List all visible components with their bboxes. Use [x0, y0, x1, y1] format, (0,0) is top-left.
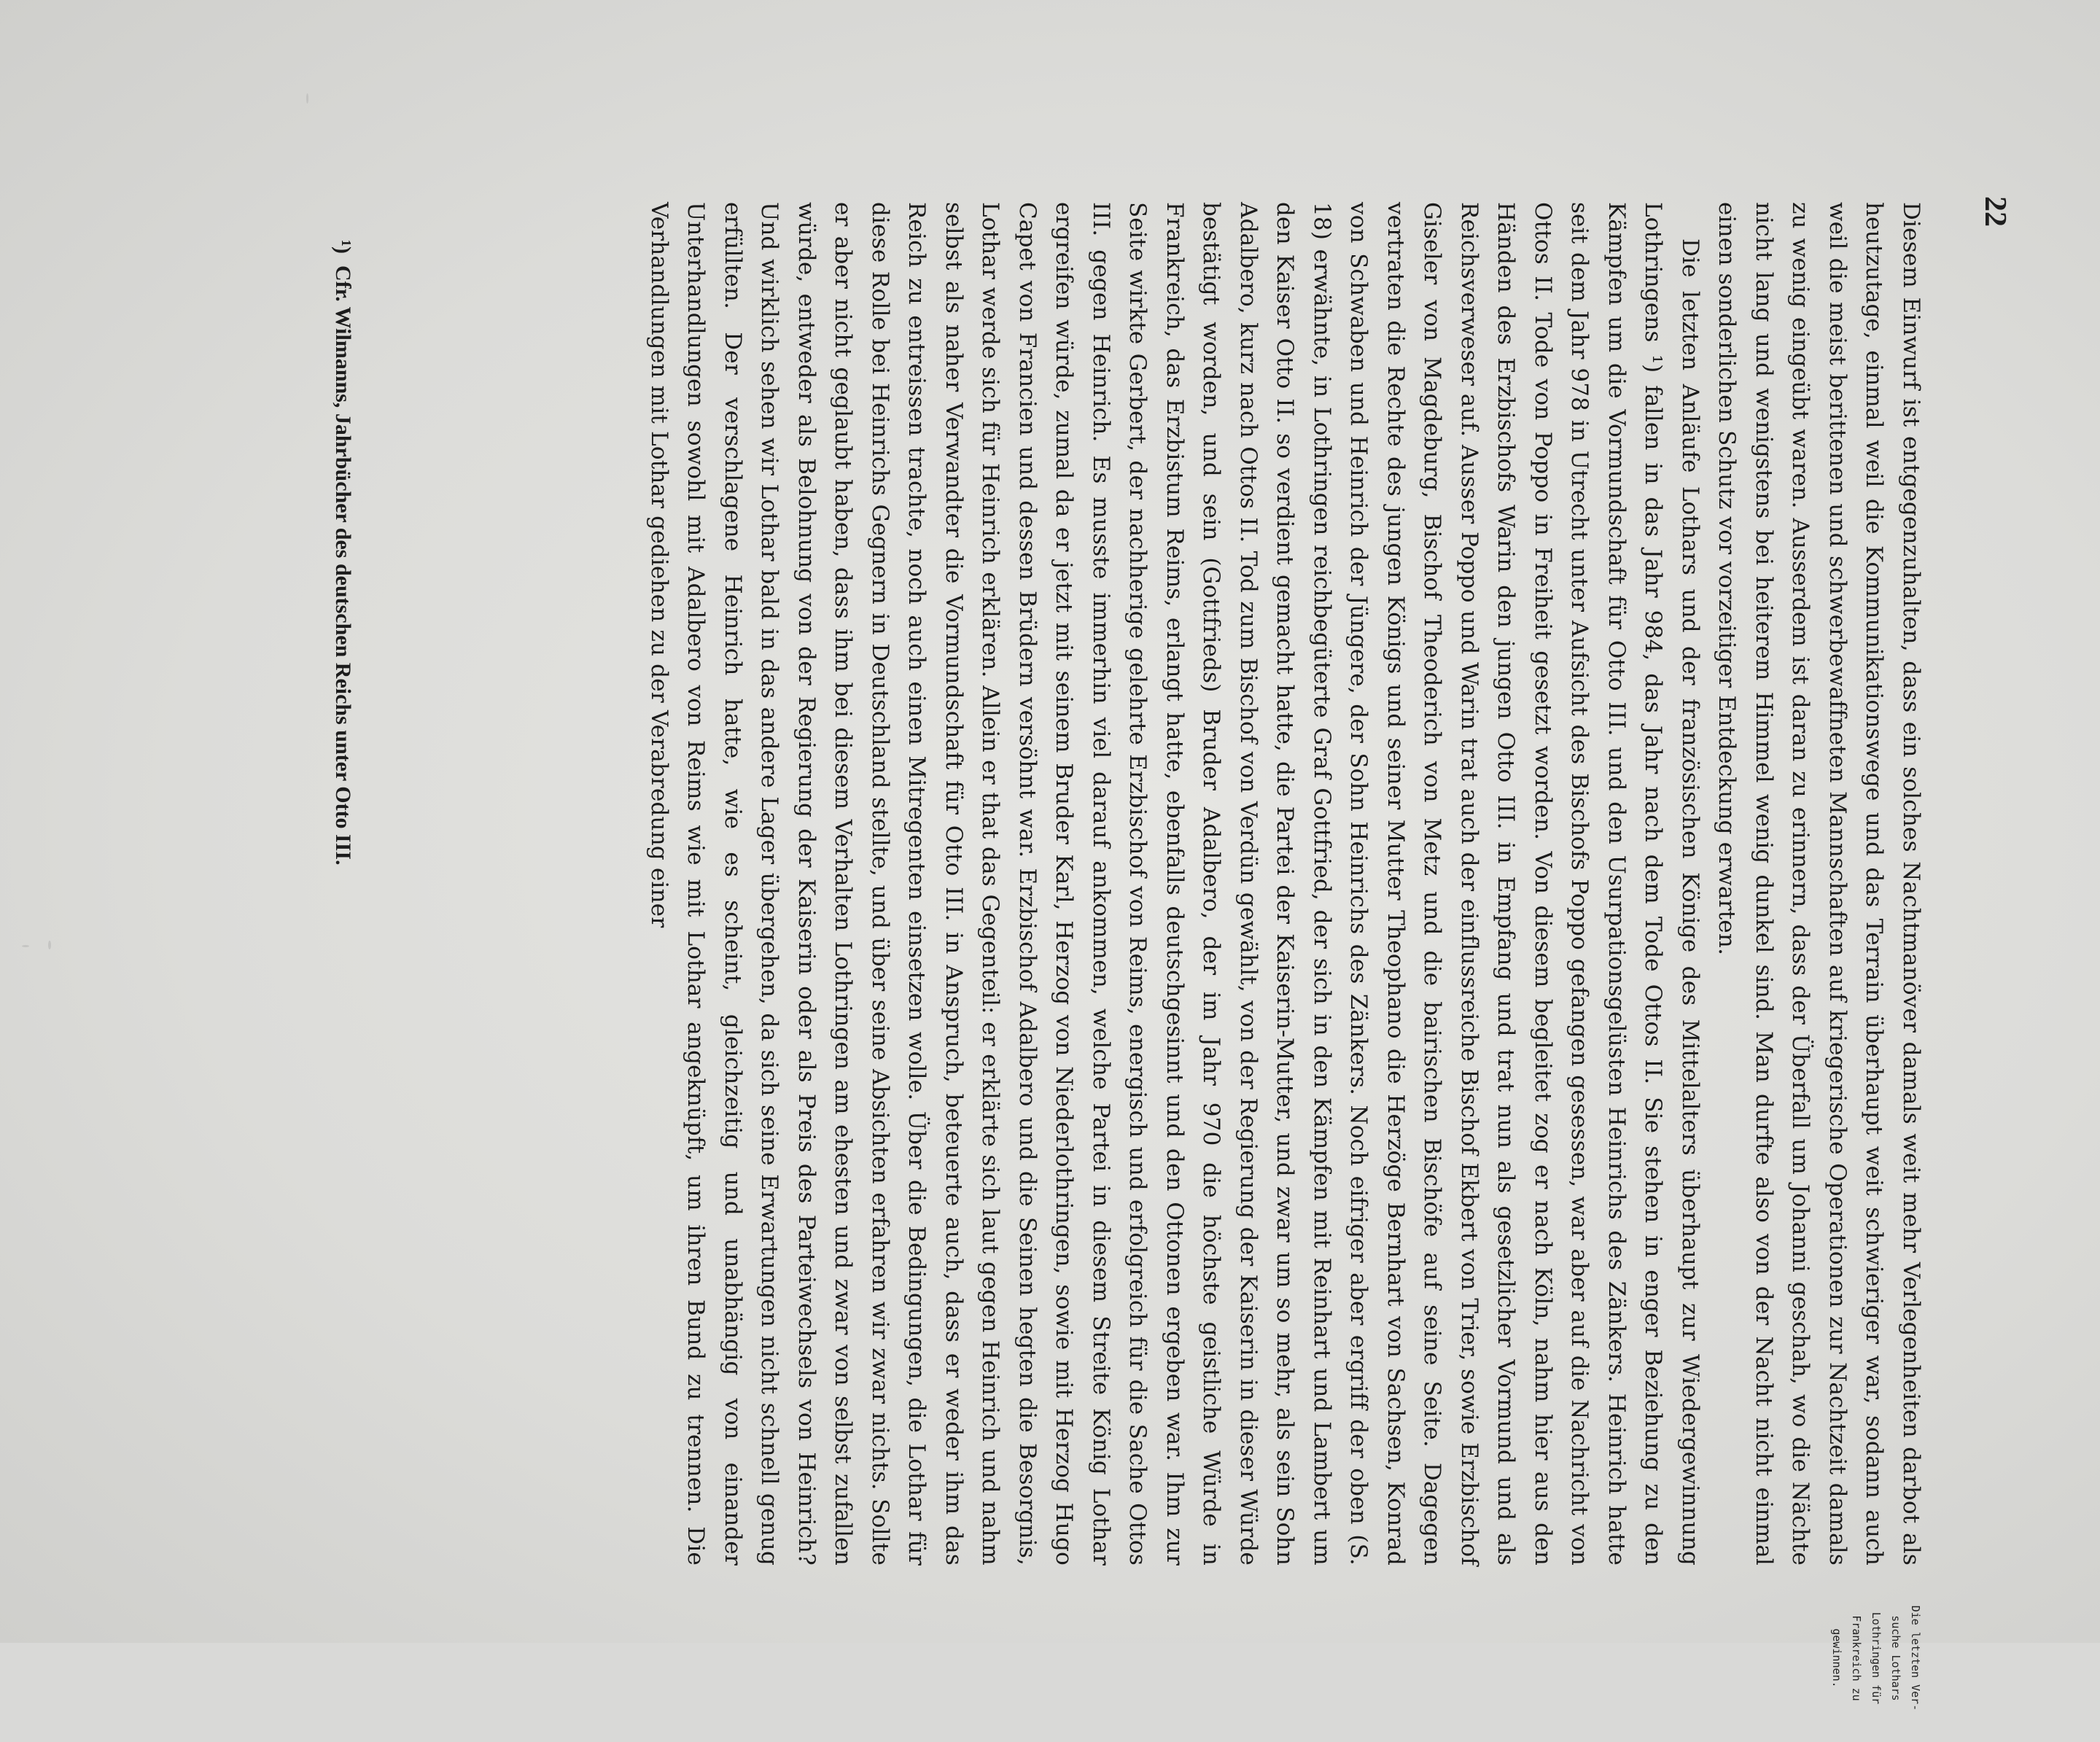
scan-dust-mark: [306, 93, 308, 104]
paragraph-2: Die letzten Anläufe Lothars und der französischen Könige des Mittelalters überhaupt zur Wiedergewinnung Lothringens ¹) fallen in das Jahr 984, das Jahr nach dem Tode Ottos II. Sie stehen in enger Beziehung zu den Kämpfen um die Vormundschaft für Otto III. und den Usurpationsgelüsten Heinrichs des Zänkers. Heinrich hatte seit dem Jahr 978 in Utrecht unter Aufsicht des Bischofs Poppo gefangen gesessen, war aber auf die Nachricht von Ottos II. Tode von Poppo in Freiheit gesetzt worden. Von diesem begleitet zog er nach Köln, nahm hier aus den Händen des Erzbischofs Warin den jungen Otto III. in Empfang und trat nun als gesetzlicher Vormund und als Reichsverweser auf. Ausser Poppo und Warin trat auch der einflussreiche Bischof Ekbert von Trier, sowie Erzbischof Giseler von Magdeburg, Bischof Theoderich von Metz und die bairischen Bischöfe auf seine Seite. Dagegen vertraten die Rechte des jungen Königs und seiner Mutter Theophano die Herzöge Bernhart von Sachsen, Konrad von Schwaben und Heinrich der Jüngere, der Sohn Heinrichs des Zänkers. Noch eifriger aber ergriff der oben (S. 18) erwähnte, in Lothringen reichbegüterte Graf Gottfried, der sich in den Kämpfen mit Reinhart und Lambert um den Kaiser Otto II. so verdient gemacht hatte, die Partei der Kaiserin-Mutter, und zwar um so mehr, als sein Sohn Adalbero, kurz nach Ottos II. Tod zum Bischof von Verdün gewählt, von der Regierung der Kaiserin in dieser Würde bestätigt worden, und sein (Gottfrieds) Bruder Adalbero, der im Jahr 970 die höchste geistliche Würde in Frankreich, das Erzbistum Reims, erlangt hatte, ebenfalls deutschgesinnt und den Ottonen ergeben war. Ihm zur Seite wirkte Gerbert, der nachherige gelehrte Erzbischof von Reims, energisch und erfolgreich für die Sache Ottos III. gegen Heinrich. Es musste immerhin viel darauf ankommen, welche Partei in diesem Streite König Lothar ergreifen würde, zumal da er jetzt mit seinem Bruder Karl, Herzog von Niederlothringen, sowie mit Herzog Hugo Capet von Francien und dessen Brüdern versöhnt war. Erzbischof Adalbero und die Seinen hegten die Besorgnis, Lothar werde sich für Heinrich erklären. Allein er that das Gegenteil: er erklärte sich laut gegen Heinrich und nahm selbst als naher Verwandter die Vormundschaft für Otto III. in Anspruch, beteuerte auch, dass er weder ihm das Reich zu entreissen trachte, noch auch einen Mitregenten einsetzen wolle. Über die Bedingungen, die Lothar für diese Rolle bei Heinrichs Gegnern in Deutschland stellte, und über seine Absichten erfahren wir zwar nichts. Sollte er aber nicht geglaubt haben, dass ihm bei diesem Verhalten Lothringen am ehesten und zwar von selbst zufallen würde, entweder als Belohnung von der Regierung der Kaiserin oder als Preis des Parteiwechsels von Heinrich? Und wirklich sehen wir Lothar bald in das andere Lager übergehen, da sich seine Erwartungen nicht schnell genug erfüllten. Der verschlagene Heinrich hatte, wie es scheint, gleichzeitig und unabhängig von einander Unterhandlungen sowohl mit Adalbero von Reims wie mit Lothar angeknüpft, um ihren Bund zu trennen. Die Verhandlungen mit Lothar gediehen zu der Verabredung einer: [646, 202, 1703, 1566]
body-text: [641, 202, 1930, 1566]
paragraph-1: Diesem Einwurf ist entgegenzuhalten, dass ein solches Nachtmanöver damals weit mehr Verlegenheiten darbot als heutzutage, einmal weil die Kommunikationswege und das Terrain überhaupt weit schwieriger war, sodann auch weil die meist berittenen und schwerbewaffneten Mannschaften auf kriegerische Operationen zur Nachtzeit damals zu wenig eingeübt waren. Ausserdem ist daran zu erinnern, dass der Überfall um Johanni geschah, wo die Nächte nicht lang und wenigstens bei heiterem Himmel wenig dunkel sind. Man durfte also von der Nacht nicht einmal einen sonderlichen Schutz vor vorzeitiger Entdeckung erwarten.: [1714, 202, 1924, 1566]
footnote-mark: ¹): [331, 240, 355, 254]
margin-note: Die letzten Ver- suche Lothars Lothringen für Frankreich zu gewinnen.: [1830, 1605, 1922, 1711]
rotated-book-page: [58, 81, 2042, 1711]
footnote-text: Cfr. Wilmanns, Jahrbücher des deutschen Reichs unter Otto III.: [331, 265, 355, 866]
footnote: [328, 240, 357, 1552]
scan-dust-mark: [22, 945, 29, 947]
scan-dust-mark: [48, 941, 51, 949]
page-number: 22: [1978, 196, 2012, 227]
